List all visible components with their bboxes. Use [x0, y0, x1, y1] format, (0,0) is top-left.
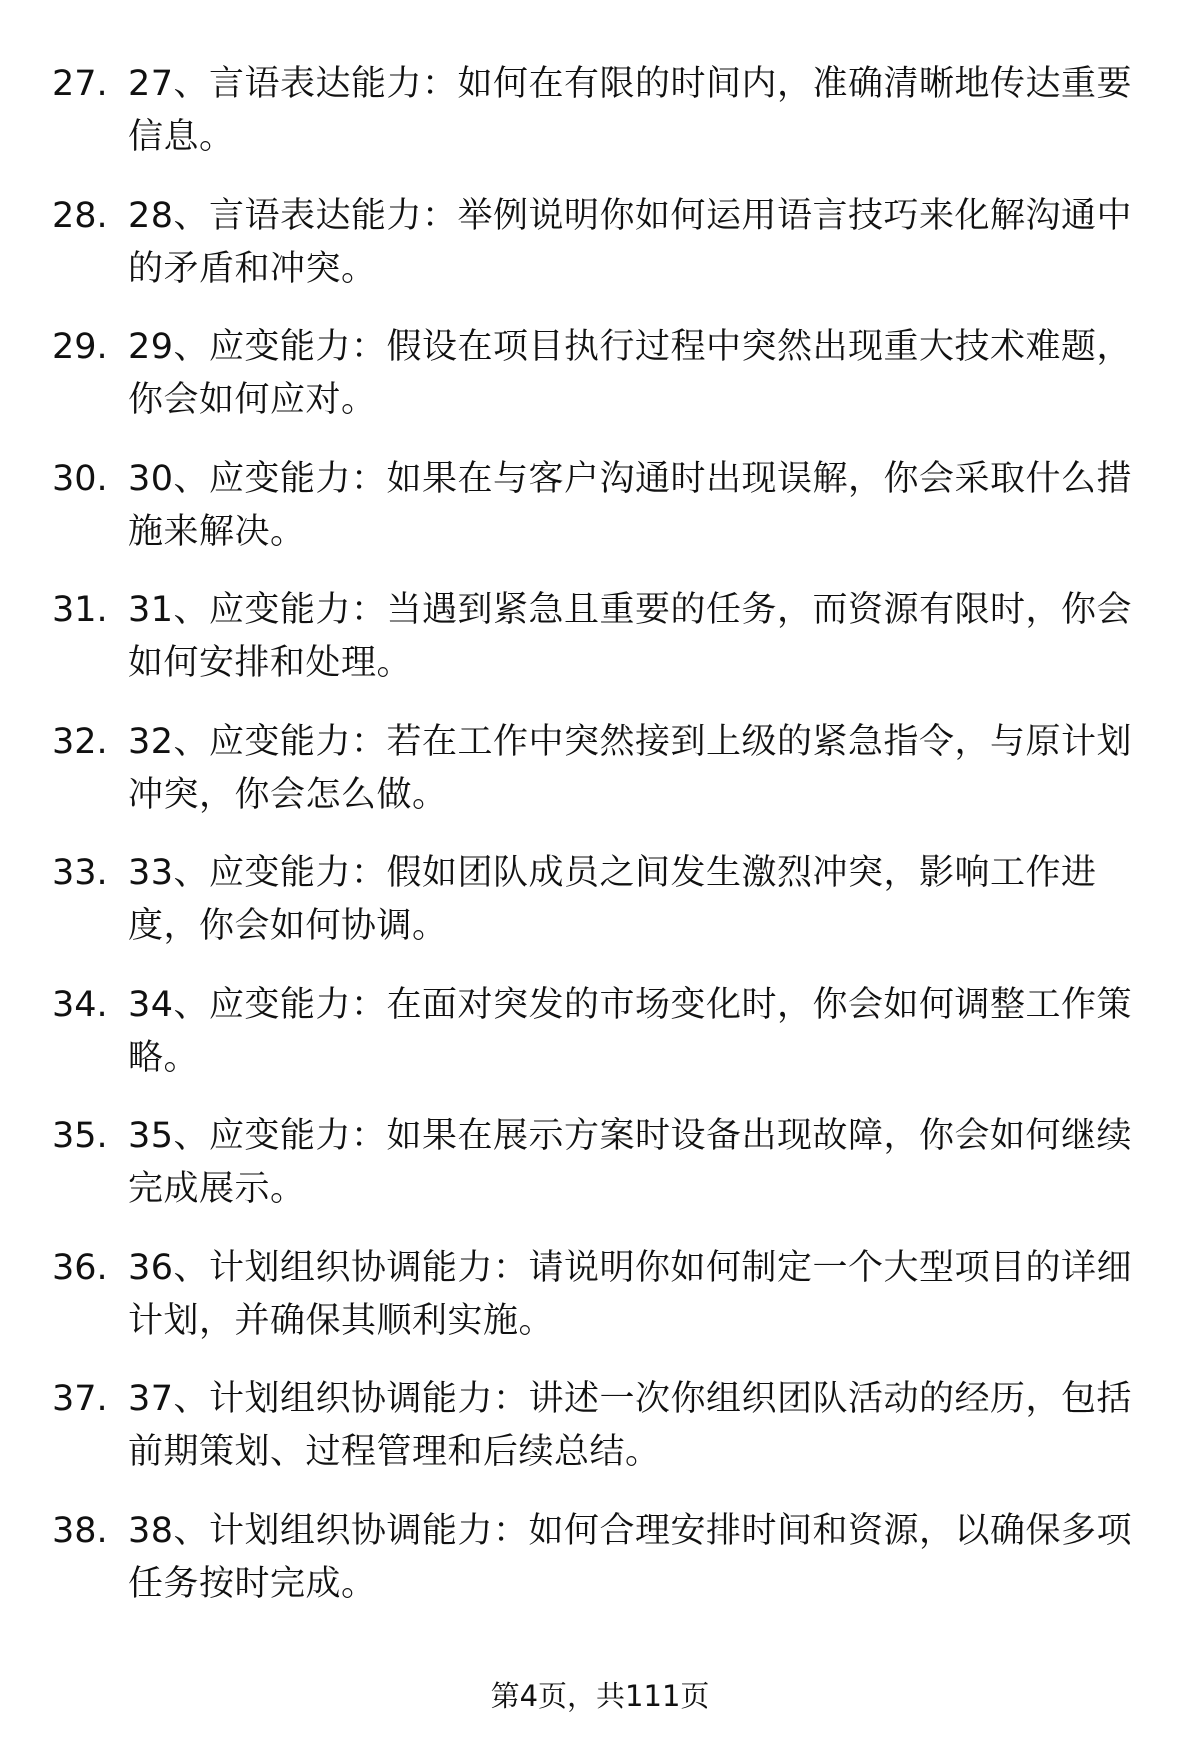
page-footer: 第4页，共111页: [490, 1679, 710, 1713]
item-text: 27、言语表达能力：如何在有限的时间内，准确清晰地传达重要信息。: [128, 64, 1133, 157]
item-number: 28.: [52, 195, 108, 236]
list-item: [0, 1242, 1200, 1374]
item-number: 34.: [52, 984, 108, 1025]
item-number: 33.: [52, 853, 108, 893]
item-text: 37、计划组织协调能力：讲述一次你组织团队活动的经历，包括前期策划、过程管理和后续总结。: [128, 1379, 1133, 1472]
item-text: 38、计划组织协调能力：如何合理安排时间和资源，以确保多项任务按时完成。: [128, 1510, 1133, 1604]
item-number: 38.: [52, 1510, 108, 1551]
item-text: 28、言语表达能力：举例说明你如何运用语言技巧来化解沟通中的矛盾和冲突。: [128, 195, 1133, 289]
item-number: 27.: [52, 64, 108, 104]
list-item: [0, 453, 1200, 585]
item-number: 31.: [52, 590, 108, 630]
item-number: 35.: [52, 1116, 108, 1156]
list-item: [0, 847, 1200, 979]
list-item: [0, 716, 1200, 848]
item-number: 30.: [52, 458, 108, 499]
item-text: 34、应变能力：在面对突发的市场变化时，你会如何调整工作策略。: [128, 984, 1133, 1078]
item-text: 31、应变能力：当遇到紧急且重要的任务，而资源有限时，你会如何安排和处理。: [128, 590, 1133, 683]
item-number: 37.: [52, 1379, 108, 1419]
item-text: 33、应变能力：假如团队成员之间发生激烈冲突，影响工作进度，你会如何协调。: [128, 853, 1097, 946]
item-text: 35、应变能力：如果在展示方案时设备出现故障，你会如何继续完成展示。: [128, 1116, 1133, 1209]
list-item: [0, 190, 1200, 322]
list-item: [0, 584, 1200, 716]
question-list: [0, 58, 1200, 1636]
item-text: 36、计划组织协调能力：请说明你如何制定一个大型项目的详细计划，并确保其顺利实施。: [128, 1247, 1133, 1341]
item-number: 29.: [52, 327, 108, 367]
item-text: 32、应变能力：若在工作中突然接到上级的紧急指令，与原计划冲突，你会怎么做。: [128, 721, 1133, 815]
item-text: 30、应变能力：如果在与客户沟通时出现误解，你会采取什么措施来解决。: [128, 458, 1133, 552]
item-number: 32.: [52, 721, 108, 762]
list-item: [0, 58, 1200, 190]
list-item: [0, 1373, 1200, 1505]
list-item: [0, 1110, 1200, 1242]
item-number: 36.: [52, 1247, 108, 1288]
list-item: [0, 1505, 1200, 1637]
list-item: [0, 321, 1200, 453]
item-text: 29、应变能力：假设在项目执行过程中突然出现重大技术难题，你会如何应对。: [128, 327, 1133, 420]
list-item: [0, 979, 1200, 1111]
